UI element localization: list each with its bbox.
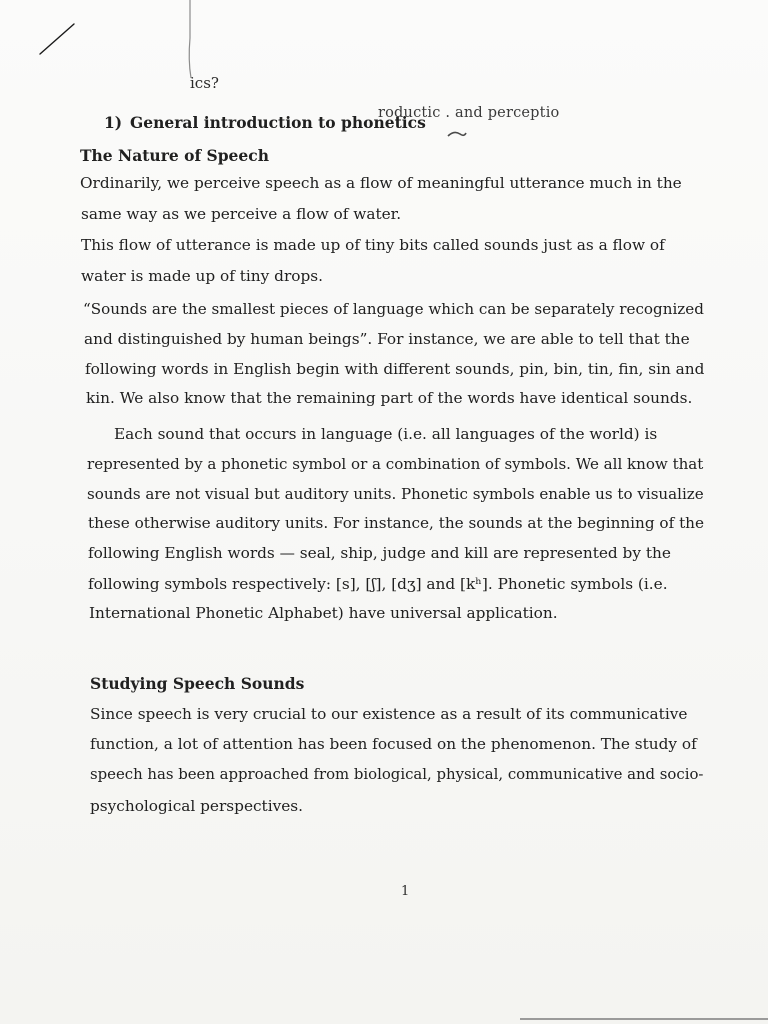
ink-smudge (446, 128, 468, 140)
paragraph-line: International Phonetic Alphabet) have universal application. (89, 604, 558, 622)
paragraph-line: “Sounds are the smallest pieces of language which can be separately recognized (83, 300, 704, 318)
paragraph-line: following words in English begin with different sounds, pin, bin, tin, fin, sin and (85, 360, 705, 378)
paragraph-line: Ordinarily, we perceive speech as a flow of meaningful utterance much in the (80, 174, 682, 192)
paragraph-line: psychological perspectives. (90, 797, 304, 815)
section-heading: The Nature of Speech (80, 146, 269, 165)
paragraph-line: function, a lot of attention has been focused on the phenomenon. The study of (90, 735, 697, 753)
paragraph-line: sounds are not visual but auditory units. Phonetic symbols enable us to visualize (87, 485, 704, 503)
section-title: General introduction to phonetics (130, 113, 426, 132)
paper-fold-mark (186, 0, 194, 80)
paragraph-line: same way as we perceive a flow of water. (81, 205, 402, 223)
scan-edge-line (520, 1018, 768, 1020)
page-number: 1 (401, 884, 410, 899)
section-heading: Studying Speech Sounds (90, 674, 305, 693)
paragraph-line: This flow of utterance is made up of tiny bits called sounds just as a flow of (81, 236, 665, 254)
overlapping-text-fragment: roductic . and perceptio (378, 105, 560, 121)
header-fragment: ics? (190, 74, 219, 92)
paragraph-line: represented by a phonetic symbol or a combination of symbols. We all know that (87, 455, 704, 473)
paragraph-line: kin. We also know that the remaining part of the words have identical sounds. (86, 389, 693, 407)
paragraph-line: water is made up of tiny drops. (81, 267, 323, 285)
paragraph-line: Since speech is very crucial to our existence as a result of its communicative (90, 705, 688, 723)
paragraph-line: following English words — seal, ship, judge and kill are represented by the (88, 544, 671, 562)
paragraph-line: these otherwise auditory units. For instance, the sounds at the beginning of the (88, 514, 704, 532)
paragraph-line: following symbols respectively: [s], [ʃ], [dʒ] and [kʰ]. Phonetic symbols (i.e. (88, 575, 668, 593)
pen-mark-icon (38, 22, 76, 56)
paragraph-line: Each sound that occurs in language (i.e. all languages of the world) is (114, 425, 658, 443)
paragraph-line: speech has been approached from biological, physical, communicative and socio- (90, 765, 704, 783)
section-number: 1) (104, 113, 123, 132)
paragraph-line: and distinguished by human beings”. For instance, we are able to tell that the (84, 330, 690, 348)
